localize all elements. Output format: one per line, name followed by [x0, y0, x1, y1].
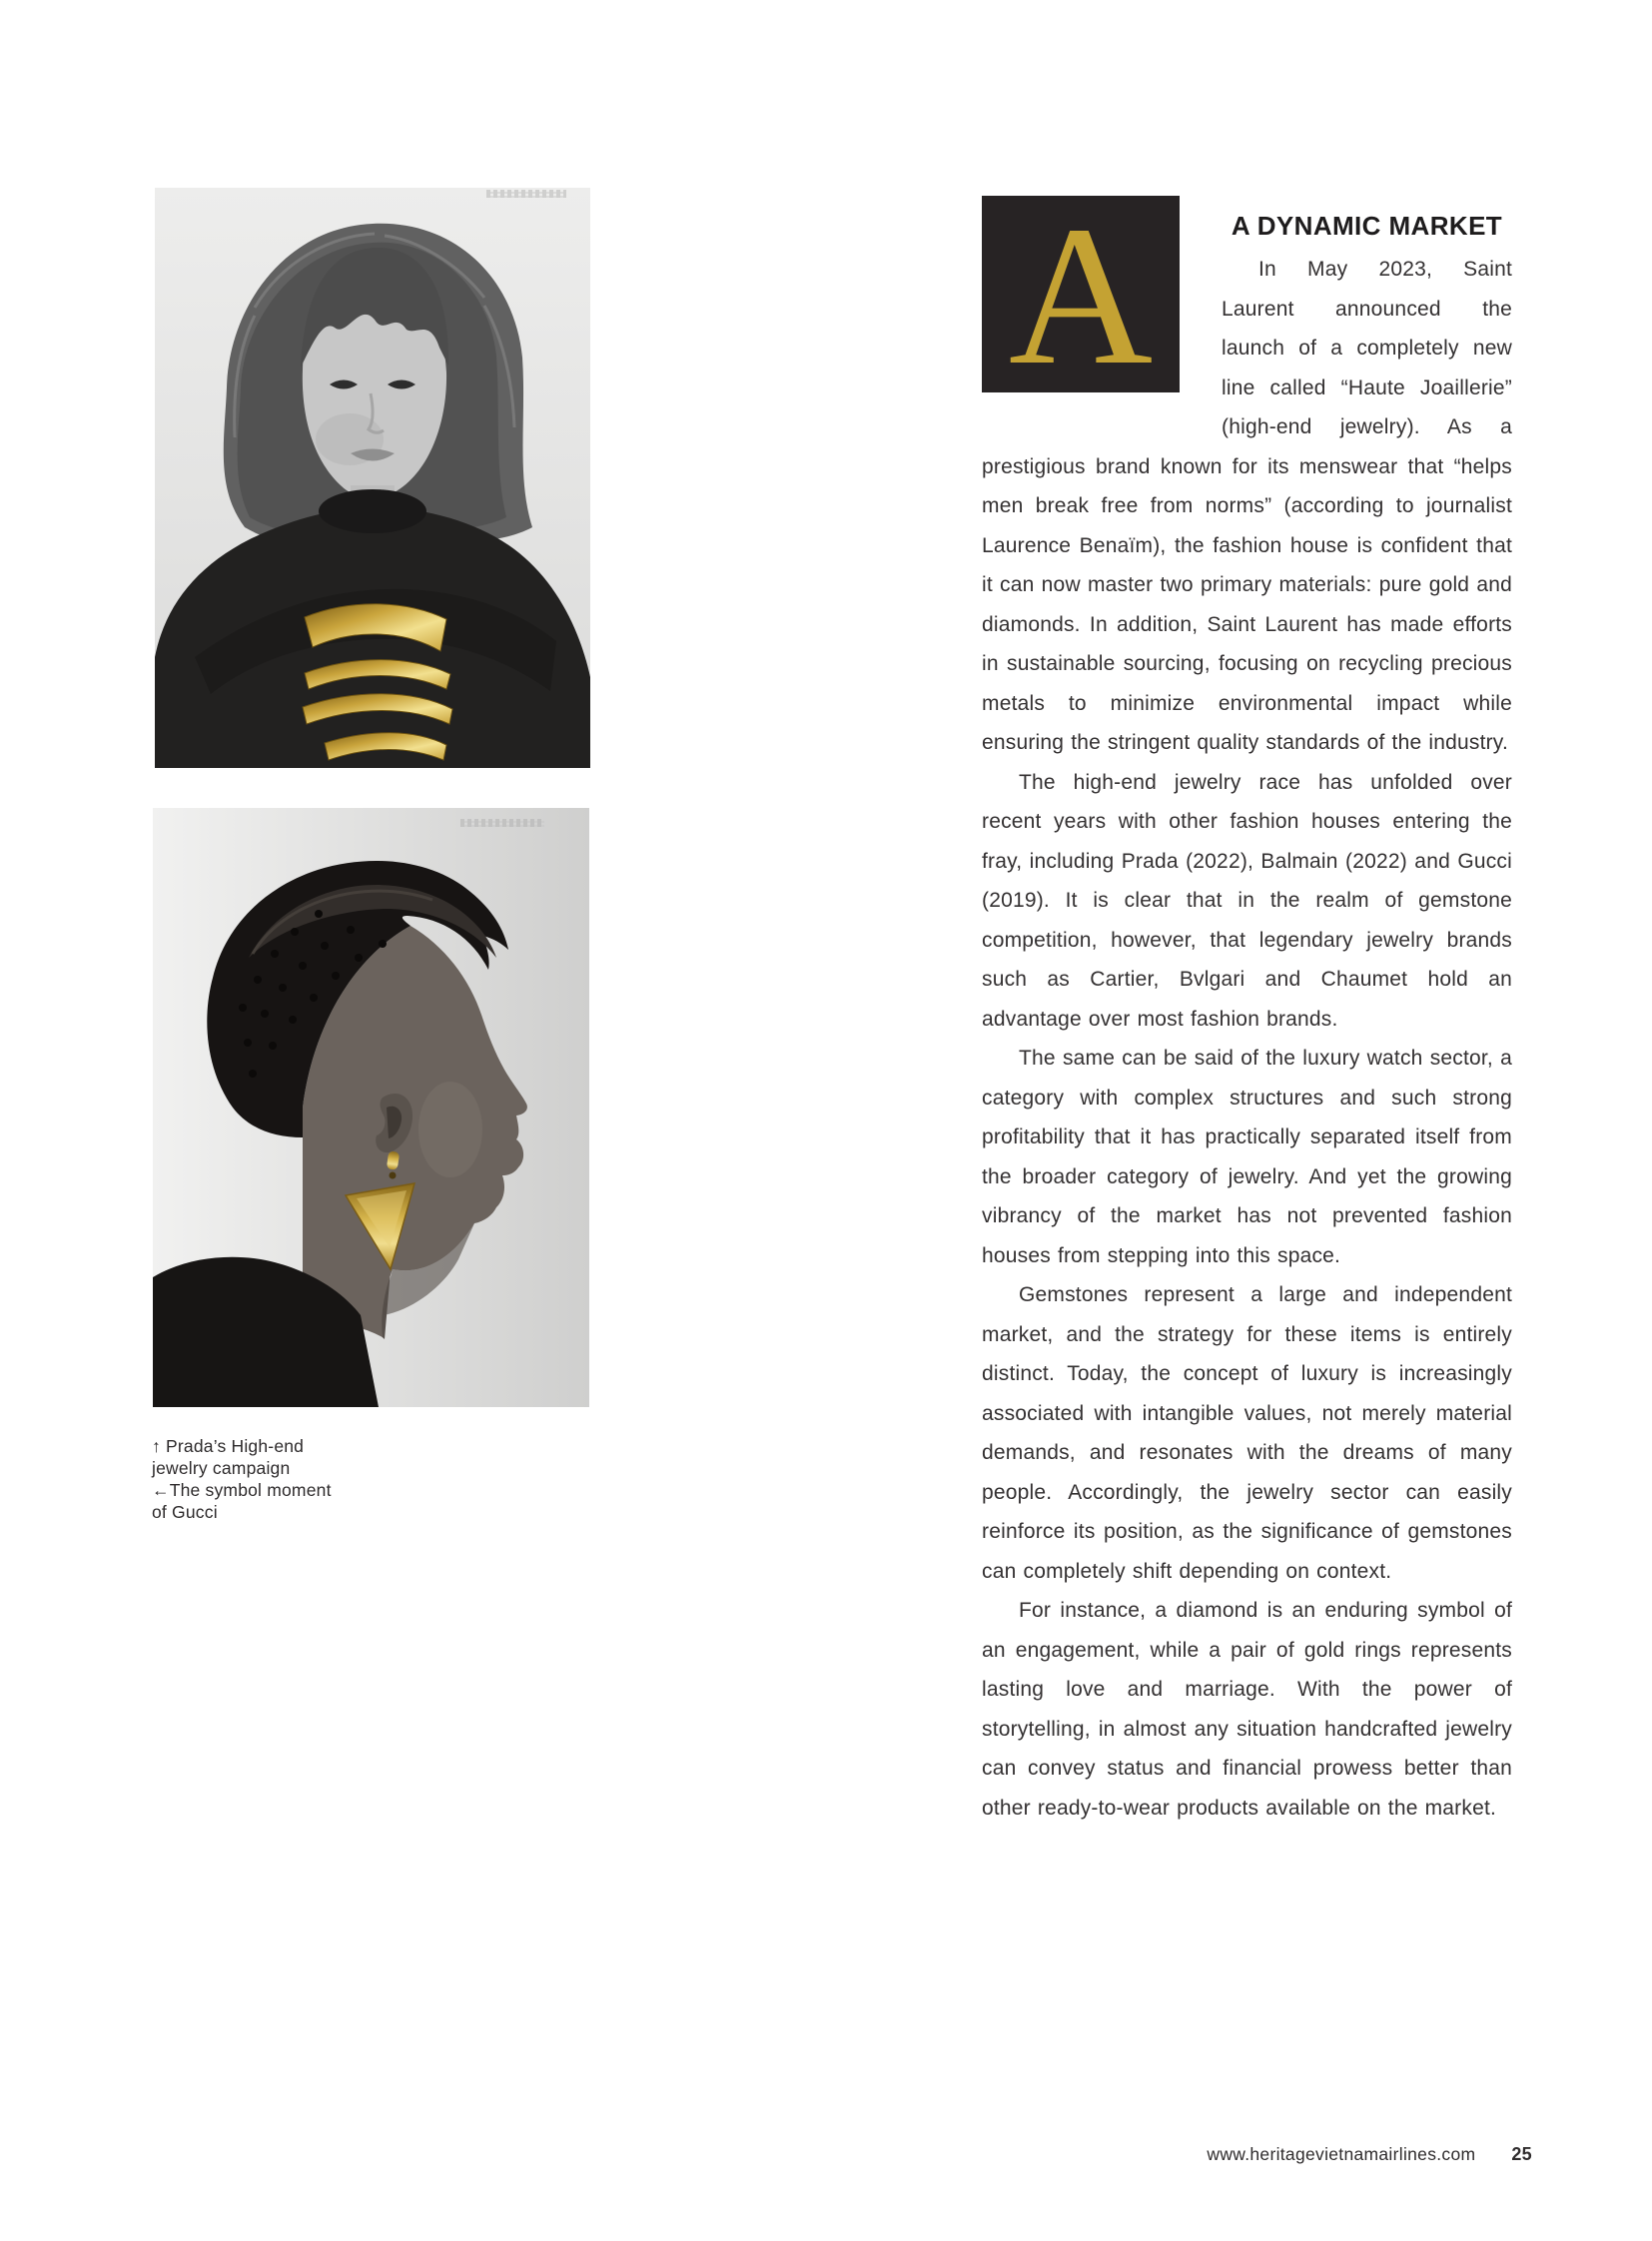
article-paragraph: In May 2023, Saint Laurent announced the launch of a completely new line called “Haute Joaillerie” (high-end jewelry). As a prestigious brand known for its menswear that “helps men break free from norms” (according to journalist Laurence Benaïm), the fashion house is confident that it can now master two primary materials: pure gold and diamonds. In addition, Saint Laurent has made efforts in sustainable sourcing, focusing on recycling precious metals to minimize environmental impact while ensuring the stringent quality standards of the industry.: [982, 258, 1512, 754]
caption-line-prada-2: jewelry campaign: [152, 1458, 291, 1478]
article-body: [982, 185, 1512, 1828]
photo-gucci-earring: [153, 808, 589, 1407]
page-footer: [1207, 2144, 1532, 2165]
article-paragraph: The high-end jewelry race has unfolded over recent years with other fashion houses entering the fray, including Prada (2022), Balmain (2022) and Gucci (2019). It is clear that in the realm of gemstone competition, however, that legendary jewelry brands such as Cartier, Bvlgari and Chaumet hold an advantage over most fashion brands.: [982, 770, 1512, 1031]
article-paragraph: Gemstones represent a large and independent market, and the strategy for these items is entirely distinct. Today, the concept of luxury is increasingly associated with intangible values, not merely material demands, and resonates with the dreams of many people. Accordingly, the jewelry sector can easily reinforce its position, as the significance of gemstones can completely shift depending on context.: [982, 1283, 1512, 1583]
portrait-earring-illustration: [153, 808, 589, 1407]
photo-caption: [152, 1435, 431, 1523]
drop-cap-letter: A: [1008, 185, 1154, 406]
portrait-armband-illustration: [155, 188, 590, 768]
article-paragraph: For instance, a diamond is an enduring symbol of an engagement, while a pair of gold rings represents lasting love and marriage. With the power of storytelling, in almost any situation handcrafted jewelry can convey status and financial prowess better than other ready-to-wear products available on the market.: [982, 1599, 1512, 1820]
footer-url: www.heritagevietnamairlines.com: [1207, 2144, 1476, 2164]
photo-credit: [486, 190, 566, 198]
photo-credit: [460, 819, 544, 827]
footer-page-number: 25: [1511, 2144, 1532, 2164]
drop-cap-box: [982, 185, 1180, 406]
caption-line-gucci: ←The symbol moment: [152, 1480, 332, 1500]
caption-line-prada: ↑ Prada’s High-end: [152, 1436, 305, 1456]
caption-line-gucci-2: of Gucci: [152, 1502, 218, 1522]
article-paragraph: The same can be said of the luxury watch sector, a category with complex structures and such strong profitability that it has practically separated itself from the broader category of jewelry. And yet the growing vibrancy of the market has not prevented fashion houses from stepping into this space.: [982, 1047, 1512, 1267]
photo-prada-armband: [155, 188, 590, 768]
article-title: A DYNAMIC MARKET: [1231, 211, 1503, 241]
